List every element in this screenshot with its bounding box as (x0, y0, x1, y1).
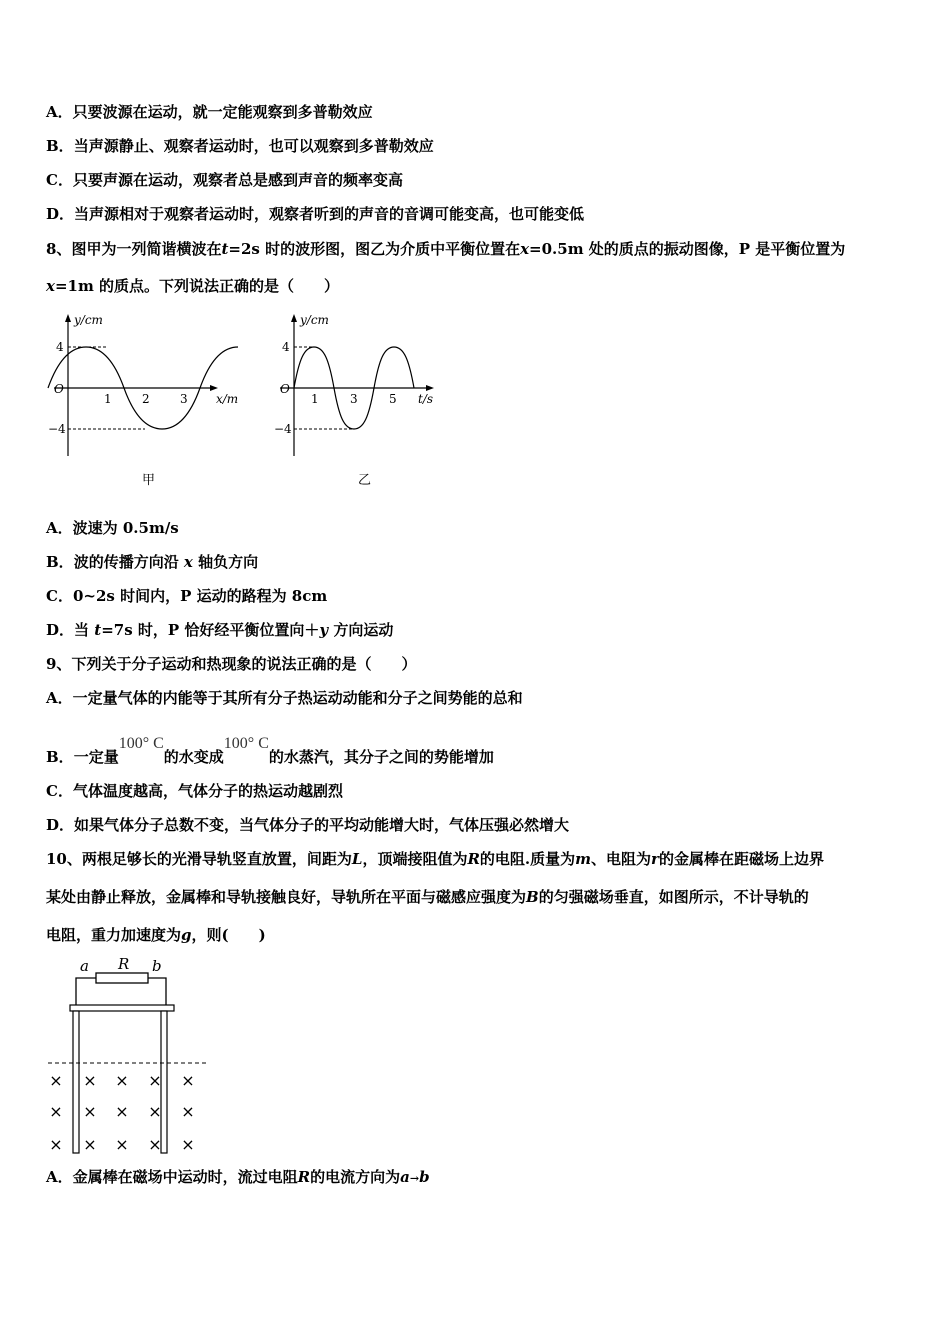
resistor (96, 973, 148, 983)
figure-caption: 甲 (142, 473, 156, 488)
q9-option-b: B．一定量100° C的水变成100° C的水蒸汽，其分子之间的势能增加 (46, 735, 494, 766)
label-a: a (80, 957, 89, 975)
q8-option-d: D．当 t=7s 时，P 恰好经平衡位置向＋y 方向运动 (46, 621, 394, 639)
q10-option-a: A．金属棒在磁场中运动时，流过电阻R的电流方向为a→b (46, 1168, 430, 1186)
left-rail (73, 1011, 79, 1153)
right-rail (161, 1011, 167, 1153)
y-tick-neg4: −4 (48, 422, 66, 436)
x-tick-2: 2 (142, 392, 150, 406)
label-b: b (152, 957, 162, 975)
q9-option-c: C．气体温度越高，气体分子的热运动越剧烈 (46, 782, 343, 800)
svg-text:×: × (115, 1102, 129, 1121)
q9-option-d: D．如果气体分子总数不变，当气体分子的平均动能增大时，气体压强必然增大 (46, 816, 570, 834)
q10-stem-line2: 某处由静止释放，金属棒和导轨接触良好，导轨所在平面与磁感应强度为B的匀强磁场垂直，如图所示，不计导轨的 (46, 888, 809, 906)
svg-text:×: × (115, 1135, 129, 1154)
figure-rails-field (46, 955, 211, 1160)
q8-option-b: B．波的传播方向沿 x 轴负方向 (46, 553, 259, 571)
q9-option-a: A．一定量气体的内能等于其所有分子热运动动能和分子之间势能的总和 (46, 689, 523, 707)
q8-option-c: C．0~2s 时间内，P 运动的路程为 8cm (46, 587, 328, 605)
q8-stem-line1: 8、图甲为一列简谐横波在t=2s 时的波形图，图乙为介质中平衡位置在x=0.5m 处的质点的振动图像，P 是平衡位置为 (46, 240, 846, 258)
label-R: R (118, 955, 130, 973)
svg-text:×: × (83, 1135, 97, 1154)
svg-text:×: × (181, 1071, 195, 1090)
q10-stem-line3: 电阻，重力加速度为g，则( ) (46, 926, 266, 944)
q8-option-a: A．波速为 0.5m/s (46, 519, 179, 537)
q7-option-d: D．当声源相对于观察者运动时，观察者听到的声音的音调可能变高，也可能变低 (46, 205, 585, 223)
t-tick-3: 3 (350, 392, 358, 406)
t-tick-5: 5 (389, 392, 397, 406)
y-tick-4: 4 (56, 340, 64, 354)
q7-option-a: A．只要波源在运动，就一定能观察到多普勒效应 (46, 103, 373, 121)
svg-text:×: × (115, 1071, 129, 1090)
figure-jia-wave (46, 306, 246, 491)
svg-text:×: × (181, 1102, 195, 1121)
svg-text:×: × (83, 1102, 97, 1121)
svg-text:×: × (49, 1135, 63, 1154)
y-tick-4: 4 (282, 340, 290, 354)
svg-text:×: × (148, 1071, 162, 1090)
x-axis-label: x/m (216, 392, 239, 406)
x-tick-3: 3 (180, 392, 188, 406)
metal-rod (70, 1005, 174, 1011)
y-tick-neg4: −4 (274, 422, 292, 436)
x-tick-1: 1 (104, 392, 112, 406)
field-marks (49, 1071, 194, 1154)
svg-text:×: × (49, 1102, 63, 1121)
q9-stem: 9、下列关于分子运动和热现象的说法正确的是（ ） (46, 655, 417, 673)
svg-text:×: × (148, 1135, 162, 1154)
t-axis-label: t/s (418, 392, 434, 406)
origin-label: O (280, 382, 290, 396)
q7-option-b: B．当声源静止、观察者运动时，也可以观察到多普勒效应 (46, 137, 434, 155)
y-axis-label: y/cm (74, 313, 103, 327)
svg-text:×: × (181, 1135, 195, 1154)
q8-stem-line2: x=1m 的质点。下列说法正确的是（ ） (46, 277, 340, 295)
svg-text:×: × (148, 1102, 162, 1121)
svg-text:×: × (49, 1071, 63, 1090)
q7-option-c: C．只要声源在运动，观察者总是感到声音的频率变高 (46, 171, 403, 189)
figure-caption: 乙 (358, 473, 372, 488)
t-tick-1: 1 (311, 392, 319, 406)
y-axis-label: y/cm (300, 313, 329, 327)
q10-stem-line1: 10、两根足够长的光滑导轨竖直放置，间距为L，顶端接阻值为R的电阻.质量为m、电阻为r的金属棒在距磁场上边界 (46, 850, 824, 868)
origin-label: O (54, 382, 64, 396)
svg-text:×: × (83, 1071, 97, 1090)
figure-yi-vibration (270, 306, 450, 491)
